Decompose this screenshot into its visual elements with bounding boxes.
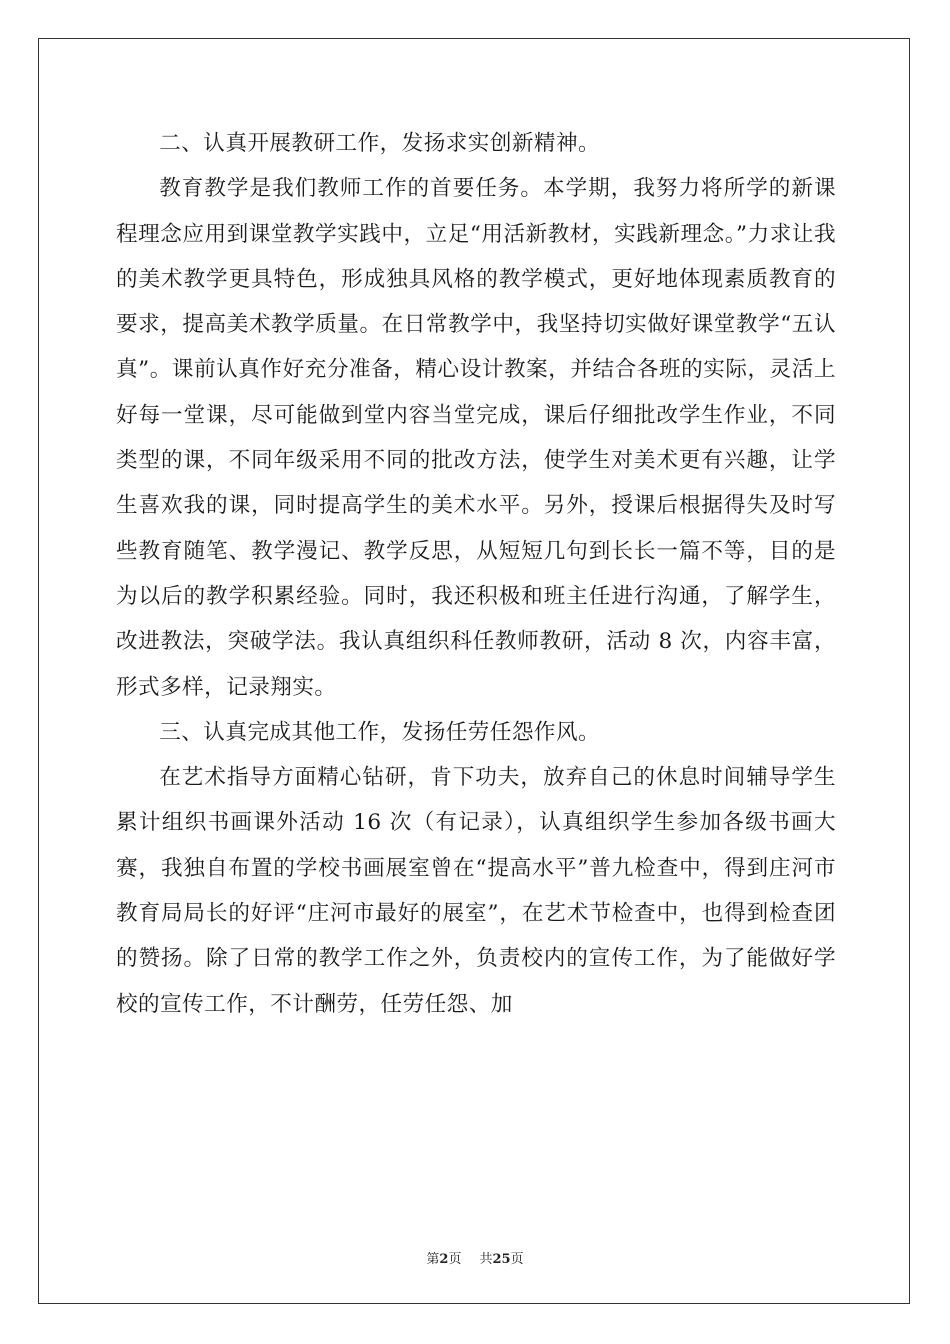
total-prefix: 共 <box>479 1252 493 1267</box>
body-paragraph: 教育教学是我们教师工作的首要任务。本学期，我努力将所学的新课程理念应用到课堂教学实践中，立足“用活新教材，实践新理念。”力求让我的美术教学更具特色，形成独具风格的教学模式，更好地体现素质教育的要求，提高美术教学质量。在日常教学中，我坚持切实做好课堂教学“五认真”。课前认真作好充分准备，精心设计教案，并结合各班的实际，灵活上好每一堂课，尽可能做到堂内容当堂完成，课后仔细批改学生作业，不同类型的课，不同年级采用不同的批改方法，使学生对美术更有兴趣，让学生喜欢我的课，同时提高学生的美术水平。另外，授课后根据得失及时写些教育随笔、教学漫记、教学反思，从短短几句到长长一篇不等，目的是为以后的教学积累经验。同时，我还积极和班主任进行沟通，了解学生，改进教法，突破学法。我认真组织科任教师教研，活动 8 次，内容丰富，形式多样，记录翔实。 <box>116 176 836 700</box>
section-heading-3: 三、认真完成其他工作，发扬任劳任怨作风。 <box>159 719 601 745</box>
page-number: 2 <box>439 1252 449 1267</box>
document-body <box>116 121 836 1027</box>
section-heading-2: 二、认真开展教研工作，发扬求实创新精神。 <box>159 131 601 156</box>
page-suffix: 页 <box>448 1252 462 1267</box>
page-footer <box>0 1248 950 1267</box>
page-prefix: 第 <box>426 1252 440 1267</box>
total-suffix: 页 <box>510 1252 524 1267</box>
body-paragraph: 在艺术指导方面精心钻研，肯下功夫，放弃自己的休息时间辅导学生累计组织书画课外活动 16 次（有记录），认真组织学生参加各级书画大赛，我独自布置的学校书画展室曾在“提高水平”普九检查中，得到庄河市教育局局长的好评“庄河市最好的展室”，在艺术节检查中，也得到检查团的赞扬。除了日常的教学工作之外，负责校内的宣传工作，为了能做好学校的宣传工作，不计酬劳，任劳任怨、加 <box>116 765 836 1017</box>
total-pages: 25 <box>492 1252 511 1267</box>
